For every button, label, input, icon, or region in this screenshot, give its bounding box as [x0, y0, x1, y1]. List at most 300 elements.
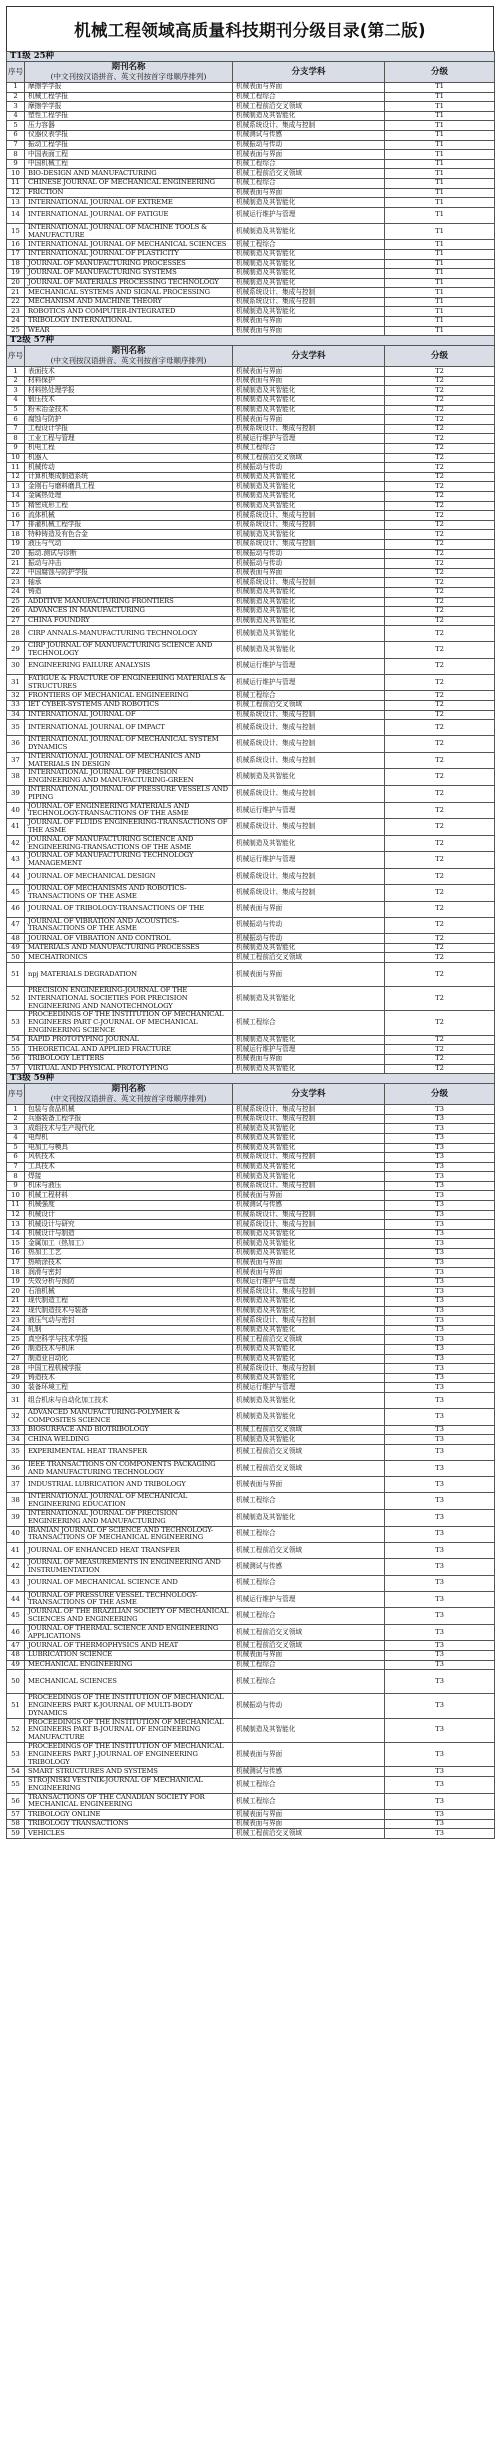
grade: T1 — [385, 159, 495, 169]
grade: T2 — [385, 520, 495, 530]
journal-row — [7, 819, 495, 836]
row-number: 20 — [7, 549, 25, 559]
journal-row — [7, 549, 495, 559]
journal-name: 包装与食品机械 — [25, 1105, 233, 1115]
journal-name: IET CYBER-SYSTEMS AND ROBOTICS — [25, 701, 233, 711]
discipline: 机械制造及其智能化 — [233, 835, 385, 852]
discipline: 机械表面与界面 — [233, 962, 385, 986]
grade: T3 — [385, 1239, 495, 1249]
header-grade: 分级 — [385, 62, 495, 83]
grade: T1 — [385, 140, 495, 150]
journal-row — [7, 1624, 495, 1641]
grade: T3 — [385, 1354, 495, 1364]
discipline: 机械制造及其智能化 — [233, 1172, 385, 1182]
grade: T2 — [385, 986, 495, 1010]
journal-row — [7, 83, 495, 93]
row-number: 30 — [7, 1383, 25, 1393]
journal-name: 振动工程学报 — [25, 140, 233, 150]
row-number: 47 — [7, 917, 25, 934]
journal-name: 工业工程与管理 — [25, 434, 233, 444]
journal-row — [7, 1383, 495, 1393]
journal-row — [7, 511, 495, 521]
journal-row — [7, 472, 495, 482]
journal-row — [7, 1181, 495, 1191]
row-number: 20 — [7, 278, 25, 288]
journal-row — [7, 444, 495, 454]
discipline: 机械运行维护与管理 — [233, 802, 385, 819]
grade: T2 — [385, 424, 495, 434]
discipline: 机械制造及其智能化 — [233, 269, 385, 279]
journal-name: VEHICLES — [25, 1829, 233, 1839]
row-number: 10 — [7, 453, 25, 463]
row-number: 49 — [7, 943, 25, 953]
journal-row — [7, 835, 495, 852]
grade: T1 — [385, 111, 495, 121]
discipline: 机械系统设计、集成与控制 — [233, 720, 385, 736]
journal-name: 流体机械 — [25, 511, 233, 521]
journal-name: TRIBOLOGY LETTERS — [25, 1054, 233, 1064]
grade: T2 — [385, 917, 495, 934]
discipline: 机械制造及其智能化 — [233, 1325, 385, 1335]
row-number: 34 — [7, 1435, 25, 1445]
grade: T3 — [385, 1641, 495, 1651]
header-name-note: (中文刊按汉语拼音、英文刊按首字母顺序排列) — [50, 72, 207, 81]
row-number: 19 — [7, 1277, 25, 1287]
journal-name: 石油机械 — [25, 1287, 233, 1297]
journal-name: 真空科学与技术学报 — [25, 1335, 233, 1345]
discipline: 机械工程前沿交叉领域 — [233, 701, 385, 711]
row-number: 42 — [7, 835, 25, 852]
journal-row — [7, 453, 495, 463]
row-number: 9 — [7, 1181, 25, 1191]
journal-name: 风机技术 — [25, 1153, 233, 1163]
grade: T2 — [385, 852, 495, 869]
journal-name: IEEE TRANSACTIONS ON COMPONENTS PACKAGING AND MANUFACTURING TECHNOLOGY — [25, 1460, 233, 1477]
grade: T2 — [385, 511, 495, 521]
journal-name: WEAR — [25, 326, 233, 336]
journal-name: 润滑与密封 — [25, 1268, 233, 1278]
row-number: 45 — [7, 885, 25, 902]
grade: T1 — [385, 102, 495, 112]
grade: T1 — [385, 259, 495, 269]
journal-row — [7, 802, 495, 819]
journal-name: npj MATERIALS DEGRADATION — [25, 962, 233, 986]
header-number: 序号 — [7, 346, 25, 367]
tier-label: T1级 25种 — [7, 52, 495, 62]
row-number: 1 — [7, 83, 25, 93]
grade: T3 — [385, 1373, 495, 1383]
grade: T3 — [385, 1105, 495, 1115]
row-number: 21 — [7, 288, 25, 298]
row-number: 5 — [7, 405, 25, 415]
discipline: 机械系统设计、集成与控制 — [233, 819, 385, 836]
discipline: 机械工程前沿交叉领域 — [233, 1444, 385, 1460]
journal-name: EXPERIMENTAL HEAT TRANSFER — [25, 1444, 233, 1460]
journal-row — [7, 249, 495, 259]
grade: T2 — [385, 482, 495, 492]
journal-name: PROCEEDINGS OF THE INSTITUTION OF MECHANICAL ENGINEERS PART C-JOURNAL OF MECHANICAL ENGINEERING SCIENCE — [25, 1011, 233, 1035]
journal-name: 工具技术 — [25, 1162, 233, 1172]
journal-row — [7, 1660, 495, 1670]
row-number: 7 — [7, 1162, 25, 1172]
journal-name: BIOSURFACE AND BIOTRIBOLOGY — [25, 1425, 233, 1435]
journal-name: 成组技术与生产现代化 — [25, 1124, 233, 1134]
journal-name: TRIBOLOGY INTERNATIONAL — [25, 317, 233, 327]
journal-name: 制造技术与机床 — [25, 1344, 233, 1354]
journal-row — [7, 1306, 495, 1316]
discipline: 机械制造及其智能化 — [233, 769, 385, 786]
discipline: 机械制造及其智能化 — [233, 1035, 385, 1045]
journal-name: PROCEEDINGS OF THE INSTITUTION OF MECHANICAL ENGINEERS PART K-JOURNAL OF MULTI-BODY DYNAMICS — [25, 1694, 233, 1718]
discipline: 机械运行维护与管理 — [233, 674, 385, 691]
row-number: 26 — [7, 607, 25, 617]
journal-name: 装备环境工程 — [25, 1383, 233, 1393]
grade: T3 — [385, 1316, 495, 1326]
journal-row — [7, 501, 495, 511]
journal-row — [7, 1591, 495, 1608]
row-number: 5 — [7, 1143, 25, 1153]
row-number: 32 — [7, 691, 25, 701]
grade: T2 — [385, 578, 495, 588]
journal-name: 电加工与模具 — [25, 1143, 233, 1153]
row-number: 4 — [7, 396, 25, 406]
journal-row — [7, 1829, 495, 1839]
row-number: 17 — [7, 1258, 25, 1268]
grade: T2 — [385, 539, 495, 549]
journal-row — [7, 917, 495, 934]
discipline: 机械测试与传感 — [233, 130, 385, 140]
row-number: 10 — [7, 1191, 25, 1201]
grade: T3 — [385, 1694, 495, 1718]
discipline: 机械工程前沿交叉领域 — [233, 169, 385, 179]
row-number: 32 — [7, 1408, 25, 1425]
discipline: 机械工程综合 — [233, 1793, 385, 1810]
grade: T2 — [385, 501, 495, 511]
row-number: 55 — [7, 1777, 25, 1794]
grade: T3 — [385, 1477, 495, 1493]
journal-row — [7, 1670, 495, 1694]
row-number: 23 — [7, 1316, 25, 1326]
journal-name: ROBOTICS AND COMPUTER-INTEGRATED — [25, 307, 233, 317]
grade: T3 — [385, 1344, 495, 1354]
journal-name: SMART STRUCTURES AND SYSTEMS — [25, 1767, 233, 1777]
grade: T3 — [385, 1392, 495, 1408]
journal-name: PROCEEDINGS OF THE INSTITUTION OF MECHANICAL ENGINEERS PART J-JOURNAL OF ENGINEERING TRIBOLOGY — [25, 1743, 233, 1767]
row-number: 43 — [7, 852, 25, 869]
grade: T1 — [385, 207, 495, 223]
grade: T2 — [385, 616, 495, 626]
discipline: 机械表面与界面 — [233, 376, 385, 386]
journal-name: FRICTION — [25, 188, 233, 198]
grade: T2 — [385, 701, 495, 711]
journal-name: 摩擦学学报 — [25, 83, 233, 93]
journal-row — [7, 786, 495, 803]
journal-name: INTERNATIONAL JOURNAL OF MECHANICAL SCIENCES — [25, 240, 233, 250]
journal-name: JOURNAL OF ENGINEERING MATERIALS AND TECHNOLOGY-TRANSACTIONS OF THE ASME — [25, 802, 233, 819]
grade: T2 — [385, 720, 495, 736]
journal-row — [7, 559, 495, 569]
journal-row — [7, 1133, 495, 1143]
journal-row — [7, 424, 495, 434]
grade: T2 — [385, 376, 495, 386]
row-number: 43 — [7, 1575, 25, 1591]
journal-row — [7, 1344, 495, 1354]
discipline: 机械系统设计、集成与控制 — [233, 1210, 385, 1220]
grade: T3 — [385, 1229, 495, 1239]
row-number: 8 — [7, 1172, 25, 1182]
row-number: 25 — [7, 1335, 25, 1345]
journal-name: 振动.测试与诊断 — [25, 549, 233, 559]
row-number: 52 — [7, 986, 25, 1010]
row-number: 49 — [7, 1660, 25, 1670]
discipline: 机械振动与传动 — [233, 463, 385, 473]
row-number: 15 — [7, 223, 25, 240]
journal-row — [7, 1201, 495, 1211]
grade: T2 — [385, 802, 495, 819]
discipline: 机械运行维护与管理 — [233, 1591, 385, 1608]
discipline: 机械制造及其智能化 — [233, 278, 385, 288]
discipline: 机械系统设计、集成与控制 — [233, 424, 385, 434]
discipline: 机械振动与传动 — [233, 1694, 385, 1718]
journal-name: 压力容器 — [25, 121, 233, 131]
grade: T2 — [385, 710, 495, 720]
journal-name: 中国工程机械学报 — [25, 1364, 233, 1374]
grade: T1 — [385, 130, 495, 140]
row-number: 21 — [7, 559, 25, 569]
journal-row — [7, 278, 495, 288]
journal-row — [7, 1543, 495, 1559]
journal-row — [7, 530, 495, 540]
journal-name: JOURNAL OF MANUFACTURING PROCESSES — [25, 259, 233, 269]
row-number: 33 — [7, 1425, 25, 1435]
discipline: 机械制造及其智能化 — [233, 111, 385, 121]
discipline: 机械系统设计、集成与控制 — [233, 1153, 385, 1163]
discipline: 机械测试与传感 — [233, 1559, 385, 1576]
discipline: 机械工程综合 — [233, 1493, 385, 1510]
grade: T2 — [385, 405, 495, 415]
journal-row — [7, 626, 495, 642]
row-number: 52 — [7, 1718, 25, 1742]
row-number: 23 — [7, 578, 25, 588]
journal-row — [7, 198, 495, 208]
journal-name: 表面技术 — [25, 367, 233, 377]
journal-row — [7, 642, 495, 659]
grade: T1 — [385, 297, 495, 307]
row-number: 22 — [7, 568, 25, 578]
journal-row — [7, 1435, 495, 1445]
discipline: 机械制造及其智能化 — [233, 396, 385, 406]
journal-name: BIO-DESIGN AND MANUFACTURING — [25, 169, 233, 179]
journal-name: 中国表面工程 — [25, 150, 233, 160]
journal-name: PROCEEDINGS OF THE INSTITUTION OF MECHANICAL ENGINEERS PART B-JOURNAL OF ENGINEERING MANUFACTURE — [25, 1718, 233, 1742]
journal-row — [7, 1316, 495, 1326]
row-number: 20 — [7, 1287, 25, 1297]
journal-name: INTERNATIONAL JOURNAL OF PRECISION ENGINEERING AND MANUFACTURING-GREEN — [25, 769, 233, 786]
discipline: 机械制造及其智能化 — [233, 642, 385, 659]
row-number: 34 — [7, 710, 25, 720]
grade: T2 — [385, 444, 495, 454]
grade: T2 — [385, 885, 495, 902]
journal-name: INTERNATIONAL JOURNAL OF FATIGUE — [25, 207, 233, 223]
discipline: 机械振动与传动 — [233, 549, 385, 559]
journal-name: 铸造 — [25, 587, 233, 597]
row-number: 39 — [7, 786, 25, 803]
discipline: 机械表面与界面 — [233, 1743, 385, 1767]
journal-row — [7, 710, 495, 720]
journal-row — [7, 1743, 495, 1767]
journal-row — [7, 953, 495, 963]
journal-row — [7, 317, 495, 327]
journal-row — [7, 1425, 495, 1435]
journal-name: JOURNAL OF PRESSURE VESSEL TECHNOLOGY-TRANSACTIONS OF THE ASME — [25, 1591, 233, 1608]
discipline: 机械制造及其智能化 — [233, 1162, 385, 1172]
journal-name: JOURNAL OF THERMAL SCIENCE AND ENGINEERING APPLICATIONS — [25, 1624, 233, 1641]
discipline: 机械工程综合 — [233, 1526, 385, 1543]
discipline: 机械工程前沿交叉领域 — [233, 1460, 385, 1477]
grade: T3 — [385, 1124, 495, 1134]
journal-row — [7, 539, 495, 549]
row-number: 16 — [7, 1249, 25, 1259]
journal-name: 腐蚀与防护 — [25, 415, 233, 425]
row-number: 31 — [7, 674, 25, 691]
journal-row — [7, 701, 495, 711]
grade: T2 — [385, 1064, 495, 1074]
journal-row — [7, 769, 495, 786]
journal-name: 计算机集成制造系统 — [25, 472, 233, 482]
row-number: 37 — [7, 752, 25, 769]
row-number: 16 — [7, 240, 25, 250]
journal-name: INDUSTRIAL LUBRICATION AND TRIBOLOGY — [25, 1477, 233, 1493]
grade: T2 — [385, 1045, 495, 1055]
journal-name: 工程设计学报 — [25, 424, 233, 434]
discipline: 机械运行维护与管理 — [233, 658, 385, 674]
row-number: 18 — [7, 259, 25, 269]
discipline: 机械制造及其智能化 — [233, 1435, 385, 1445]
discipline: 机械工程前沿交叉领域 — [233, 1829, 385, 1839]
grade: T3 — [385, 1287, 495, 1297]
discipline: 机械表面与界面 — [233, 1191, 385, 1201]
journal-name: 兵器装备工程学报 — [25, 1114, 233, 1124]
row-number: 4 — [7, 111, 25, 121]
grade: T1 — [385, 307, 495, 317]
journal-name: INTERNATIONAL JOURNAL OF PLASTICITY — [25, 249, 233, 259]
discipline: 机械运行维护与管理 — [233, 1383, 385, 1393]
grade: T1 — [385, 150, 495, 160]
grade: T1 — [385, 121, 495, 131]
row-number: 51 — [7, 962, 25, 986]
journal-row — [7, 367, 495, 377]
journal-row — [7, 207, 495, 223]
discipline: 机械制造及其智能化 — [233, 587, 385, 597]
grade: T3 — [385, 1575, 495, 1591]
grade: T1 — [385, 223, 495, 240]
row-number: 11 — [7, 178, 25, 188]
journal-name: INTERNATIONAL JOURNAL OF EXTREME — [25, 198, 233, 208]
grade: T2 — [385, 1054, 495, 1064]
row-number: 18 — [7, 1268, 25, 1278]
discipline: 机械表面与界面 — [233, 568, 385, 578]
grade: T2 — [385, 559, 495, 569]
journal-row — [7, 150, 495, 160]
discipline: 机械表面与界面 — [233, 1258, 385, 1268]
header-number: 序号 — [7, 62, 25, 83]
discipline: 机械制造及其智能化 — [233, 607, 385, 617]
journal-name: TRANSACTIONS OF THE CANADIAN SOCIETY FOR MECHANICAL ENGINEERING — [25, 1793, 233, 1810]
journal-row — [7, 1172, 495, 1182]
journal-row — [7, 1444, 495, 1460]
row-number: 21 — [7, 1297, 25, 1307]
journal-row — [7, 852, 495, 869]
discipline: 机械表面与界面 — [233, 188, 385, 198]
journal-row — [7, 1364, 495, 1374]
row-number: 46 — [7, 1624, 25, 1641]
row-number: 48 — [7, 934, 25, 944]
journal-name: INTERNATIONAL JOURNAL OF PRESSURE VESSELS AND PIPING — [25, 786, 233, 803]
grade: T2 — [385, 472, 495, 482]
journal-name: CHINA FOUNDRY — [25, 616, 233, 626]
row-number: 28 — [7, 1364, 25, 1374]
journal-name: MECHANICAL SCIENCES — [25, 1670, 233, 1694]
header-discipline: 分支学科 — [233, 346, 385, 367]
journal-name: INTERNATIONAL JOURNAL OF — [25, 710, 233, 720]
row-number: 59 — [7, 1829, 25, 1839]
grade: T3 — [385, 1444, 495, 1460]
journal-row — [7, 1392, 495, 1408]
row-number: 25 — [7, 597, 25, 607]
grade: T1 — [385, 198, 495, 208]
journal-name: 热喷涂技术 — [25, 1258, 233, 1268]
journal-row — [7, 396, 495, 406]
journal-name: LUBRICATION SCIENCE — [25, 1651, 233, 1661]
grade: T2 — [385, 491, 495, 501]
journal-row — [7, 130, 495, 140]
journal-row — [7, 1229, 495, 1239]
row-number: 50 — [7, 953, 25, 963]
row-number: 13 — [7, 1220, 25, 1230]
journal-name: 金刚石与磨料磨具工程 — [25, 482, 233, 492]
journal-row — [7, 1777, 495, 1794]
discipline: 机械系统设计、集成与控制 — [233, 288, 385, 298]
header-name-label: 期刊名称 — [111, 346, 146, 357]
grade: T3 — [385, 1460, 495, 1477]
discipline: 机械工程综合 — [233, 178, 385, 188]
grade: T3 — [385, 1114, 495, 1124]
journal-name: TRIBOLOGY ONLINE — [25, 1810, 233, 1820]
grade: T1 — [385, 240, 495, 250]
journal-name: 金属热处理 — [25, 491, 233, 501]
discipline: 机械工程前沿交叉领域 — [233, 1624, 385, 1641]
discipline: 机械工程前沿交叉领域 — [233, 1335, 385, 1345]
journal-row — [7, 92, 495, 102]
journal-name: ADVANCED MANUFACTURING-POLYMER & COMPOSITES SCIENCE — [25, 1408, 233, 1425]
grade: T3 — [385, 1143, 495, 1153]
journal-name: INTERNATIONAL JOURNAL OF PRECISION ENGINEERING AND MANUFACTURING — [25, 1509, 233, 1526]
journal-name: ADDITIVE MANUFACTURING FRONTIERS — [25, 597, 233, 607]
row-number: 25 — [7, 326, 25, 336]
grade: T3 — [385, 1181, 495, 1191]
discipline: 机械制造及其智能化 — [233, 1249, 385, 1259]
discipline: 机械表面与界面 — [233, 1054, 385, 1064]
discipline: 机械制造及其智能化 — [233, 1392, 385, 1408]
grade: T2 — [385, 396, 495, 406]
header-name-label: 期刊名称 — [111, 1084, 146, 1095]
discipline: 机械表面与界面 — [233, 150, 385, 160]
row-number: 14 — [7, 1229, 25, 1239]
discipline: 机械系统设计、集成与控制 — [233, 752, 385, 769]
grade: T1 — [385, 83, 495, 93]
row-number: 55 — [7, 1045, 25, 1055]
grade: T3 — [385, 1325, 495, 1335]
